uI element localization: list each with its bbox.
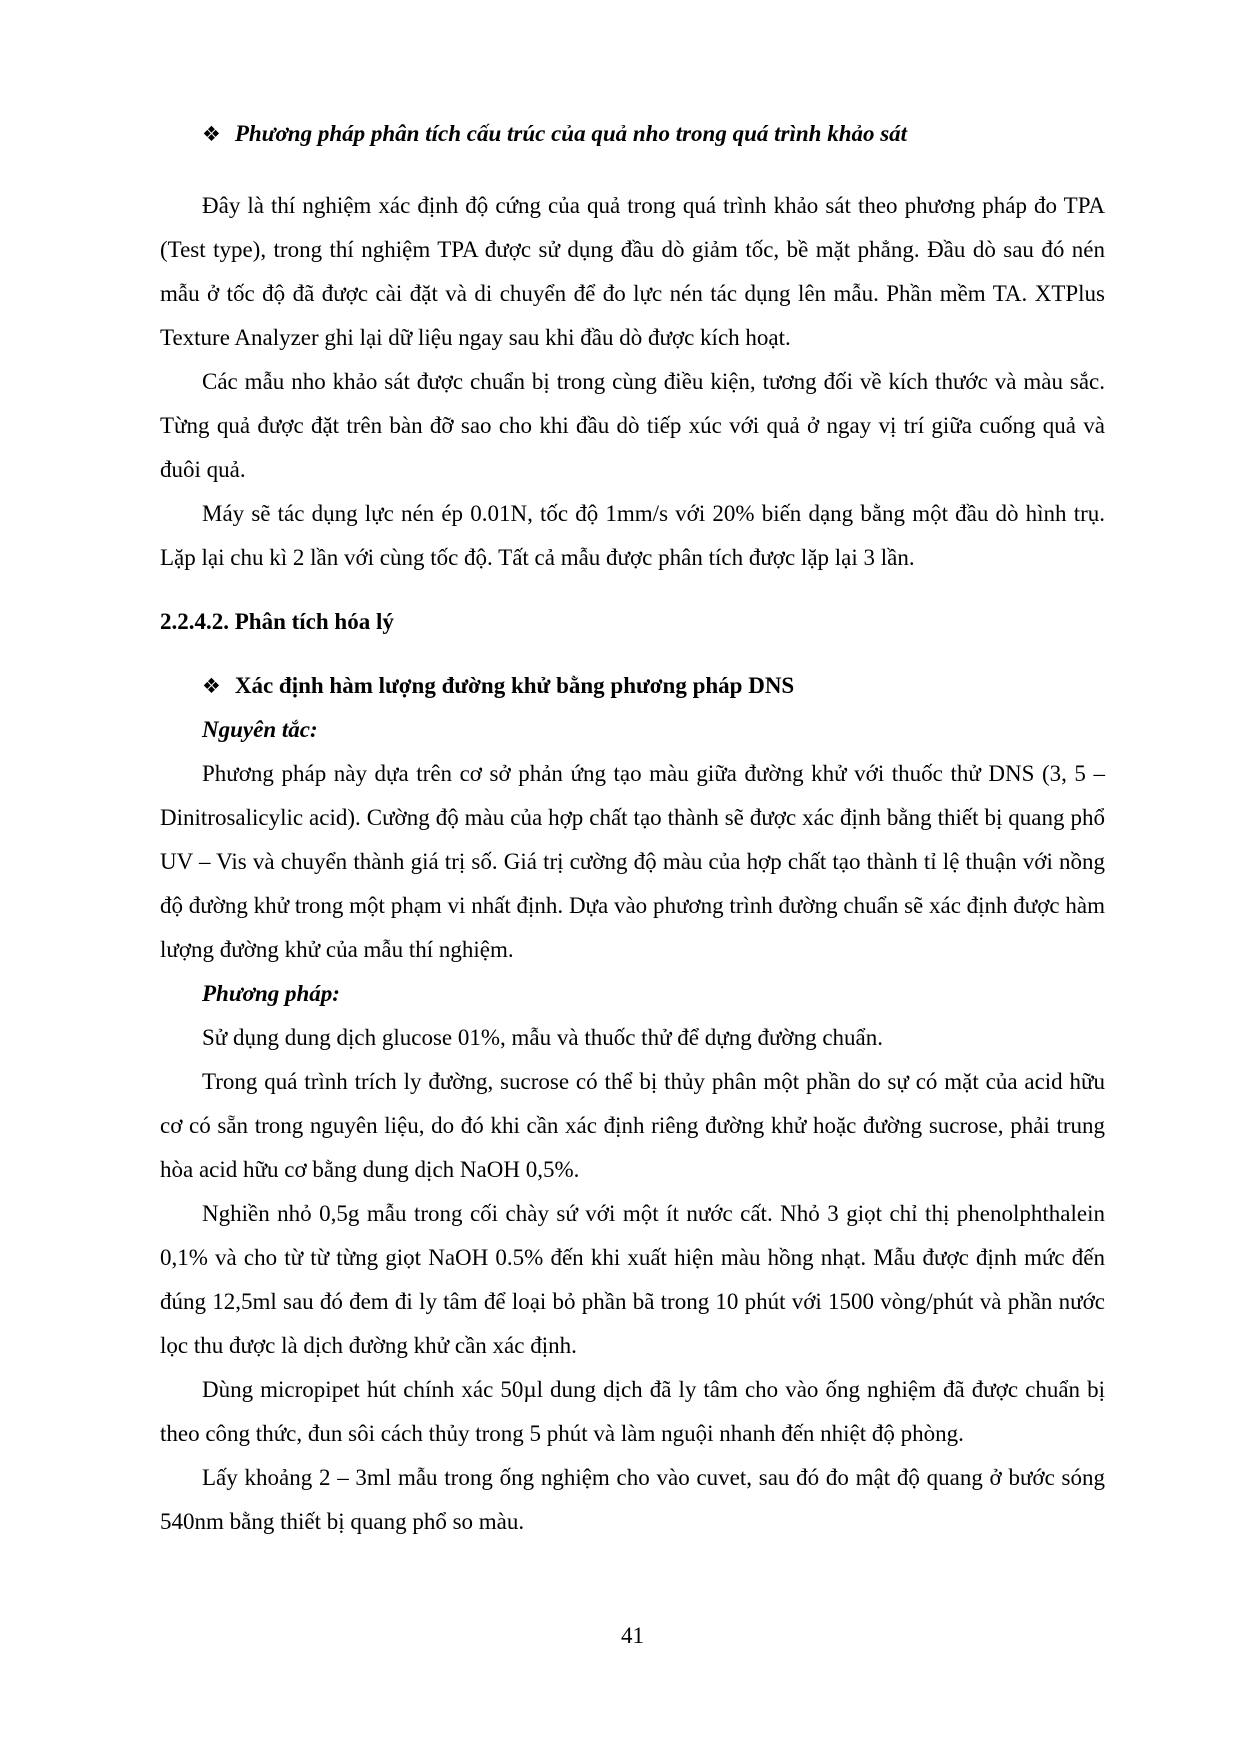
texture-paragraph-1: Đây là thí nghiệm xác định độ cứng của quả trong quá trình khảo sát theo phương pháp đo TPA (Test type), trong thí nghiệm TPA được sử dụng đầu dò giảm tốc, bề mặt phẳng. Đầu dò sau đó nén mẫu ở tốc độ đã được cài đặt và di chuyển để đo lực nén tác dụng lên mẫu. Phần mềm TA. XTPlus Texture Analyzer ghi lại dữ liệu ngay sau khi đầu dò được kích hoạt. — [160, 193, 1105, 350]
heading-dns-method-title: Xác định hàm lượng đường khử bằng phương pháp DNS — [234, 673, 795, 698]
method-paragraph-2: Trong quá trình trích ly đường, sucrose có thể bị thủy phân một phần do sự có mặt của acid hữu cơ có sẵn trong nguyên liệu, do đó khi cần xác định riêng đường khử hoặc đường sucrose, phải trung hòa acid hữu cơ bằng dung dịch NaOH 0,5%. — [160, 1069, 1105, 1182]
principle-paragraph: Phương pháp này dựa trên cơ sở phản ứng tạo màu giữa đường khử với thuốc thử DNS (3, 5 – Dinitrosalicylic acid). Cường độ màu của hợp chất tạo thành sẽ được xác định bằng thiết bị quang phổ UV – Vis và chuyển thành giá trị số. Giá trị cường độ màu của hợp chất tạo thành tỉ lệ thuận với nồng độ đường khử trong một phạm vi nhất định. Dựa vào phương trình đường chuẩn sẽ xác định được hàm lượng đường khử của mẫu thí nghiệm. — [160, 761, 1105, 962]
page-number: 41 — [621, 1623, 644, 1648]
texture-paragraph-3: Máy sẽ tác dụng lực nén ép 0.01N, tốc độ 1mm/s với 20% biến dạng bằng một đầu dò hình trụ. Lặp lại chu kì 2 lần với cùng tốc độ. Tất cả mẫu được phân tích được lặp lại 3 lần. — [160, 501, 1105, 570]
heading-dns-method — [160, 664, 1105, 708]
heading-texture-analysis-title: Phương pháp phân tích cấu trúc của quả nho trong quá trình khảo sát — [234, 121, 908, 146]
principle-label: Nguyên tắc: — [202, 717, 318, 742]
diamond-bullet-icon: ❖ — [202, 122, 221, 146]
method-paragraph-1: Sử dụng dung dịch glucose 01%, mẫu và thuốc thử để dựng đường chuẩn. — [202, 1025, 884, 1050]
heading-texture-analysis — [160, 112, 1105, 156]
texture-paragraph-2: Các mẫu nho khảo sát được chuẩn bị trong cùng điều kiện, tương đối về kích thước và màu sắc. Từng quả được đặt trên bàn đỡ sao cho khi đầu dò tiếp xúc với quả ở ngay vị trí giữa cuống quả và đuôi quả. — [160, 369, 1105, 482]
method-paragraph-3: Nghiền nhỏ 0,5g mẫu trong cối chày sứ với một ít nước cất. Nhỏ 3 giọt chỉ thị phenolphthalein 0,1% và cho từ từ từng giọt NaOH 0.5% đến khi xuất hiện màu hồng nhạt. Mẫu được định mức đến đúng 12,5ml sau đó đem đi ly tâm để loại bỏ phần bã trong 10 phút với 1500 vòng/phút và phần nước lọc thu được là dịch đường khử cần xác định. — [160, 1201, 1105, 1358]
numbered-section-heading: 2.2.4.2. Phân tích hóa lý — [160, 609, 394, 634]
method-label: Phương pháp: — [202, 981, 340, 1006]
method-paragraph-4: Dùng micropipet hút chính xác 50µl dung dịch đã ly tâm cho vào ống nghiệm đã được chuẩn bị theo công thức, đun sôi cách thủy trong 5 phút và làm nguội nhanh đến nhiệt độ phòng. — [160, 1377, 1105, 1446]
method-paragraph-5: Lấy khoảng 2 – 3ml mẫu trong ống nghiệm cho vào cuvet, sau đó đo mật độ quang ở bước sóng 540nm bằng thiết bị quang phổ so màu. — [160, 1465, 1105, 1534]
page-content — [160, 112, 1105, 1544]
diamond-bullet-icon: ❖ — [202, 674, 221, 698]
